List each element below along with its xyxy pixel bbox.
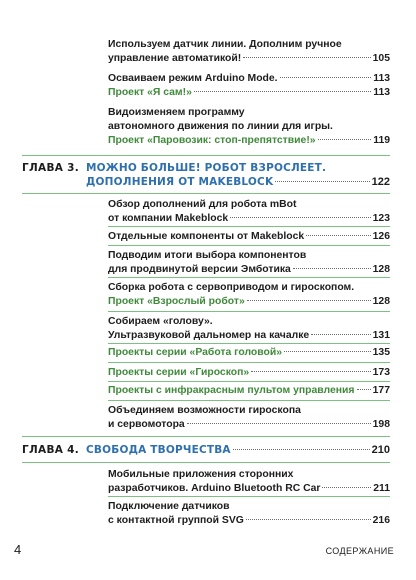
entry-text: Отдельные компоненты от Makeblock [108,231,305,242]
dot-leader [194,91,371,92]
dot-leader [322,487,371,488]
toc-entry-project [108,86,390,100]
page-number: 177 [372,385,390,396]
dot-leader [357,389,371,390]
dot-leader [233,449,370,450]
toc-entry [108,38,390,66]
dot-leader [284,351,371,352]
toc-entry [108,230,390,244]
entry-text: Объединяем возможности гироскопа [108,405,301,416]
entry-text: Проекты с инфракрасным пультом управления [108,385,355,396]
toc-entry [108,468,390,496]
entry-text: от компании Makeblock [108,213,229,224]
entry-text: Мобильные приложения сторонних [108,469,294,480]
dot-leader [318,139,372,140]
entry-text: Видоизменяем программу [108,107,245,118]
page-number: 210 [371,444,390,456]
toc-entry-project [108,384,390,398]
footer-page-number: 4 [14,542,22,557]
entry-divider [108,311,390,312]
toc-entry-project [108,366,390,380]
entry-text: Проект «Паровозик: стоп-препятствие!» [108,135,316,146]
toc-entry-project [108,346,390,360]
entry-divider [108,245,390,246]
chapter-label: ГЛАВА 4. [22,444,80,456]
page-number: 113 [373,73,390,84]
chapter-heading [22,161,390,191]
entry-text: Подключение датчиков [108,501,230,512]
page-number: 128 [372,264,390,275]
page-number: 123 [372,213,390,224]
entry-text: и сервомотора [108,419,185,430]
entry-text: для продвинутой версии Эмботика [108,264,291,275]
page-number: 126 [372,231,390,242]
dot-leader [280,77,372,78]
entry-text: Проект «Я сам!» [108,87,192,98]
page-number: 211 [373,483,390,494]
entry-divider [108,400,390,401]
footer-section-label: СОДЕРЖАНИЕ [325,546,394,556]
entry-text: разработчиков. Arduino Bluetooth RC Car [108,483,321,494]
dot-leader [251,371,371,372]
section-divider [22,193,390,194]
dot-leader [246,519,371,520]
entry-text: Ультразвуковой дальномер на качалке [108,330,310,341]
chapter-heading [22,443,390,459]
toc-entry [108,106,390,134]
entry-text: Проекты серии «Гироскоп» [108,367,250,378]
entry-text: с контактной группой SVG [108,515,244,526]
entry-text: Проект «Взрослый робот» [108,296,245,307]
entry-divider [108,277,390,278]
page-number: 105 [372,53,390,64]
page-number: 173 [372,367,390,378]
entry-text: Проекты серии «Работа головой» [108,347,283,358]
page-number: 128 [372,296,390,307]
entry-divider [108,496,390,497]
page-number: 216 [372,515,390,526]
dot-leader [311,334,370,335]
toc-entry [108,500,390,528]
page-number: 135 [372,347,390,358]
dot-leader [230,217,371,218]
dot-leader [187,423,371,424]
chapter-title: МОЖНО БОЛЬШЕ! РОБОТ ВЗРОСЛЕЕТ. [86,162,327,174]
dot-leader [247,300,371,301]
page-number: 131 [372,330,390,341]
toc-entry [108,281,390,295]
section-divider [22,155,390,156]
section-divider [22,436,390,437]
page-number: 122 [371,176,390,188]
page-number: 113 [373,87,390,98]
toc-entry-project [108,134,390,148]
entry-text: управление автоматикой! [108,53,242,64]
page-number: 119 [373,135,390,146]
chapter-title: СВОБОДА ТВОРЧЕСТВА [86,444,231,456]
chapter-label: ГЛАВА 3. [22,162,80,174]
chapter-title: ДОПОЛНЕНИЯ ОТ MAKEBLOCK [86,176,274,188]
toc-entry [108,249,390,277]
entry-text: Обзор дополнений для робота mBot [108,199,297,210]
dot-leader [306,235,370,236]
toc-entry [108,198,390,226]
entry-text: Подводим итоги выбора компонентов [108,250,307,261]
entry-divider [108,343,390,344]
entry-divider [108,226,390,227]
page-number: 198 [372,419,390,430]
dot-leader [243,57,370,58]
entry-text: Осваиваем режим Arduino Mode. [108,73,278,84]
section-divider [22,462,390,463]
entry-text: Сборка робота с сервоприводом и гироскопом. [108,282,355,293]
entry-divider [108,381,390,382]
entry-divider [108,362,390,363]
dot-leader [275,181,369,182]
entry-text: автономного движения по линии для игры. [108,121,333,132]
toc-entry [108,72,390,86]
dot-leader [293,268,371,269]
toc-entry [108,404,390,432]
toc-entry-project [108,295,390,309]
entry-text: Собираем «голову». [108,316,213,327]
entry-text: Используем датчик линии. Дополним ручное [108,39,342,50]
toc-entry [108,315,390,343]
